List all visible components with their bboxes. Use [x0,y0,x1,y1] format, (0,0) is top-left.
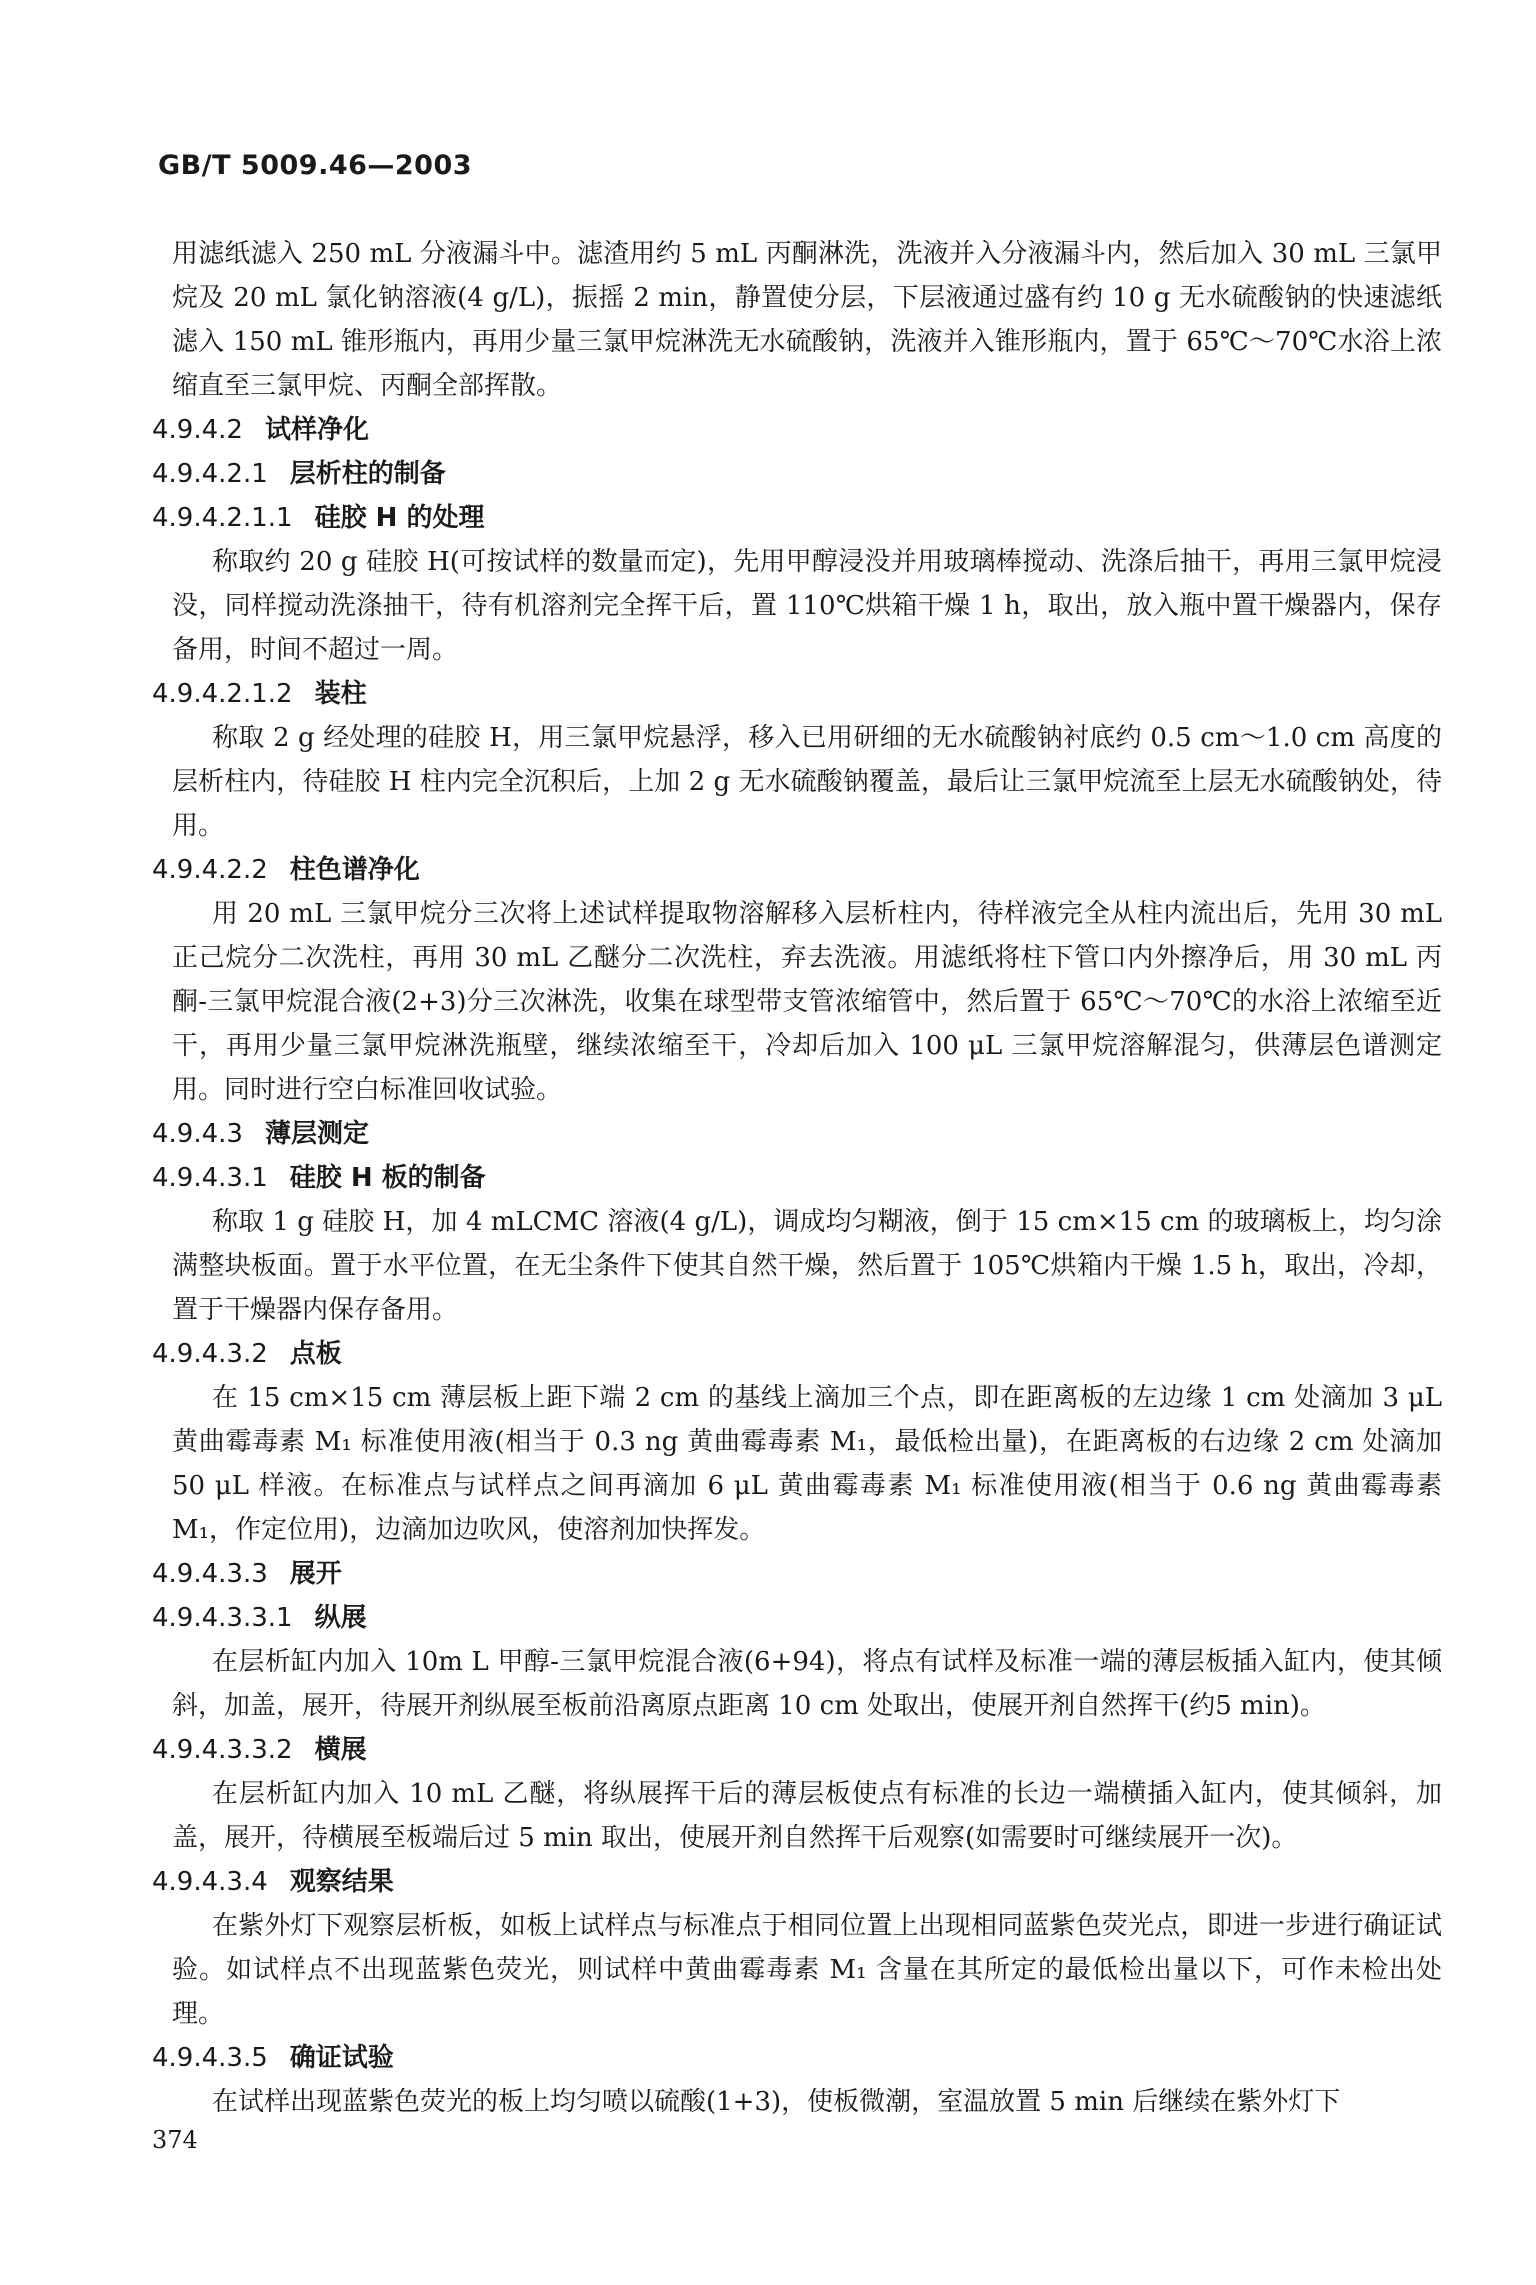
section-title: 薄层测定 [264,1119,369,1149]
section-number: 4.9.4.3 [152,1119,243,1149]
section-heading [152,496,1442,540]
body-paragraph: 在 15 cm×15 cm 薄层板上距下端 2 cm 的基线上滴加三个点，即在距离板的左边缘 1 cm 处滴加 3 μL黄曲霉毒素 M₁ 标准使用液(相当于 0.3 ng 黄曲霉毒素 M₁，最低检出量)，在距离板的右边缘 2 cm 处滴加 50 μL 样液。在标准点与试样点之间再滴加 6 μL 黄曲霉毒素 M₁ 标准使用液(相当于 0.6 ng 黄曲霉毒素 M₁，作定位用)，边滴加边吹风，使溶剂加快挥发。 [172,1383,1442,1545]
body-paragraph: 称取约 20 g 硅胶 H(可按试样的数量而定)，先用甲醇浸没并用玻璃棒搅动、洗涤后抽干，再用三氯甲烷浸没，同样搅动洗涤抽干，待有机溶剂完全挥干后，置 110℃烘箱干燥 1 h，取出，放入瓶中置干燥器内，保存备用，时间不超过一周。 [172,547,1442,665]
body-paragraph: 称取 1 g 硅胶 H，加 4 mLCMC 溶液(4 g/L)，调成均匀糊液，倒于 15 cm×15 cm 的玻璃板上，均匀涂满整块板面。置于水平位置，在无尘条件下使其自然干燥，然后置于 105℃烘箱内干燥 1.5 h，取出，冷却，置于干燥器内保存备用。 [172,1207,1442,1325]
section-heading [152,452,1442,496]
section-number: 4.9.4.2.2 [152,855,268,885]
document-body [152,232,1442,2124]
section-title: 硅胶 H 板的制备 [289,1163,486,1193]
body-paragraph: 在试样出现蓝紫色荧光的板上均匀喷以硫酸(1+3)，使板微潮，室温放置 5 min 后继续在紫外灯下 [212,2087,1341,2117]
body-paragraph: 在层析缸内加入 10 mL 乙醚，将纵展挥干后的薄层板使点有标准的长边一端横插入缸内，使其倾斜，加盖，展开，待横展至板端后过 5 min 取出，使展开剂自然挥干后观察(如需要时可继续展开一次)。 [172,1779,1442,1853]
body-paragraph: 用 20 mL 三氯甲烷分三次将上述试样提取物溶解移入层析柱内，待样液完全从柱内流出后，先用 30 mL 正己烷分二次洗柱，再用 30 mL 乙醚分二次洗柱，弃去洗液。用滤纸将柱下管口内外擦净后，用 30 mL 丙酮-三氯甲烷混合液(2+3)分三次淋洗，收集在球型带支管浓缩管中，然后置于 65℃～70℃的水浴上浓缩至近干，再用少量三氯甲烷淋洗瓶壁，继续浓缩至干，冷却后加入 100 μL 三氯甲烷溶解混匀，供薄层色谱测定用。同时进行空白标准回收试验。 [172,899,1442,1105]
section-title: 柱色谱净化 [289,855,420,885]
section-number: 4.9.4.3.2 [152,1339,268,1369]
section-heading [152,1112,1442,1156]
body-paragraph: 在紫外灯下观察层析板，如板上试样点与标准点于相同位置上出现相同蓝紫色荧光点，即进一步进行确证试验。如试样点不出现蓝紫色荧光，则试样中黄曲霉毒素 M₁ 含量在其所定的最低检出量以下，可作未检出处理。 [172,1911,1442,2029]
section-number: 4.9.4.2.1.1 [152,503,293,533]
section-heading [152,672,1442,716]
section-title: 装柱 [314,679,367,709]
section-heading [152,408,1442,452]
section-number: 4.9.4.3.3.2 [152,1735,293,1765]
section-number: 4.9.4.3.3.1 [152,1603,293,1633]
section-title: 层析柱的制备 [289,459,446,489]
section-title: 点板 [289,1339,342,1369]
standard-code-header: GB/T 5009.46—2003 [158,150,473,181]
section-heading [152,1552,1442,1596]
body-paragraph: 在层析缸内加入 10m L 甲醇-三氯甲烷混合液(6+94)，将点有试样及标准一端的薄层板插入缸内，使其倾斜，加盖，展开，待展开剂纵展至板前沿离原点距离 10 cm 处取出，使展开剂自然挥干(约5 min)。 [172,1647,1442,1721]
section-heading [152,1156,1442,1200]
section-number: 4.9.4.2.1.2 [152,679,293,709]
section-number: 4.9.4.3.1 [152,1163,268,1193]
section-title: 纵展 [314,1603,367,1633]
section-heading [152,1332,1442,1376]
section-title: 确证试验 [289,2043,394,2073]
body-paragraph: 用滤纸滤入 250 mL 分液漏斗中。滤渣用约 5 mL 丙酮淋洗，洗液并入分液漏斗内，然后加入 30 mL 三氯甲烷及 20 mL 氯化钠溶液(4 g/L)，振摇 2 min，静置使分层，下层液通过盛有约 10 g 无水硫酸钠的快速滤纸滤入 150 mL 锥形瓶内，再用少量三氯甲烷淋洗无水硫酸钠，洗液并入锥形瓶内，置于 65℃～70℃水浴上浓缩直至三氯甲烷、丙酮全部挥散。 [172,239,1442,401]
body-paragraph: 称取 2 g 经处理的硅胶 H，用三氯甲烷悬浮，移入已用研细的无水硫酸钠衬底约 0.5 cm～1.0 cm 高度的层析柱内，待硅胶 H 柱内完全沉积后，上加 2 g 无水硫酸钠覆盖，最后让三氯甲烷流至上层无水硫酸钠处，待用。 [172,723,1442,841]
section-heading [152,1596,1442,1640]
section-heading [152,848,1442,892]
section-heading [152,2036,1442,2080]
section-title: 展开 [289,1559,342,1589]
section-number: 4.9.4.2.1 [152,459,268,489]
section-number: 4.9.4.3.4 [152,1867,268,1897]
section-number: 4.9.4.2 [152,415,243,445]
section-title: 硅胶 H 的处理 [314,503,485,533]
page-number: 374 [152,2126,198,2154]
section-title: 横展 [314,1735,367,1765]
section-title: 观察结果 [289,1867,394,1897]
section-number: 4.9.4.3.3 [152,1559,268,1589]
section-heading [152,1860,1442,1904]
section-number: 4.9.4.3.5 [152,2043,268,2073]
section-heading [152,1728,1442,1772]
section-title: 试样净化 [264,415,369,445]
